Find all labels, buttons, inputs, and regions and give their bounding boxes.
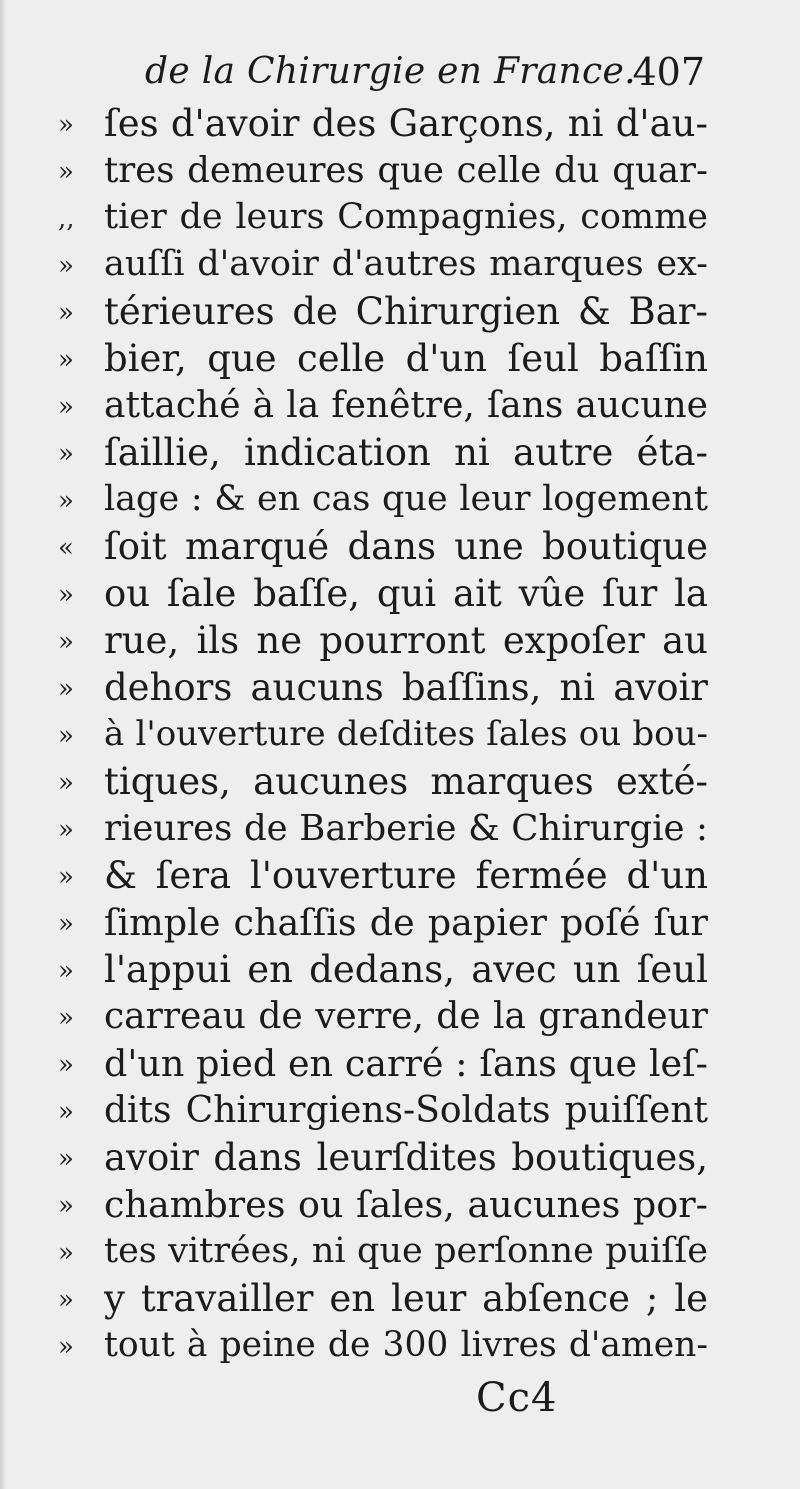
text-line bbox=[58, 993, 708, 1040]
quotation-mark: » bbox=[58, 251, 74, 281]
quotation-mark: » bbox=[58, 862, 74, 892]
quotation-mark: » bbox=[58, 1003, 74, 1033]
text-line bbox=[58, 758, 708, 805]
line-text: tes vitrées, ni que perſonne puiſſe bbox=[104, 1231, 708, 1271]
running-title: de la Chirurgie en France. bbox=[145, 51, 636, 92]
text-line bbox=[58, 946, 708, 993]
line-text: d'un pied en carré : ſans que leſ- bbox=[104, 1042, 708, 1085]
line-text: avoir dans leurſdites boutiques, bbox=[104, 1136, 708, 1179]
line-text: & ſera l'ouverture fermée d'un bbox=[104, 854, 708, 897]
quotation-mark: » bbox=[58, 627, 74, 657]
quotation-mark: » bbox=[58, 721, 74, 751]
text-line bbox=[58, 1134, 708, 1181]
line-text: à l'ouverture deſdites ſales ou bou- bbox=[104, 714, 708, 754]
line-text: dits Chirurgiens-Soldats puiſſent bbox=[104, 1090, 708, 1131]
text-line bbox=[58, 241, 708, 288]
quotation-mark: » bbox=[58, 1144, 74, 1174]
quotation-mark: » bbox=[58, 1332, 74, 1362]
text-line bbox=[58, 147, 708, 194]
quotation-mark: ,, bbox=[58, 204, 75, 234]
line-text: ſoit marqué dans une boutique bbox=[104, 525, 708, 568]
quotation-mark: » bbox=[58, 768, 74, 798]
text-line bbox=[58, 711, 708, 758]
quotation-mark: » bbox=[58, 110, 74, 140]
text-line bbox=[58, 476, 708, 523]
quotation-mark: » bbox=[58, 1050, 74, 1080]
quotation-mark: » bbox=[58, 956, 74, 986]
quotation-mark: » bbox=[58, 345, 74, 375]
text-line bbox=[58, 288, 708, 335]
text-line bbox=[58, 1087, 708, 1134]
text-line bbox=[58, 429, 708, 476]
text-line bbox=[58, 570, 708, 617]
text-line bbox=[58, 617, 708, 664]
text-line bbox=[58, 335, 708, 382]
quotation-mark: » bbox=[58, 439, 74, 469]
quotation-mark: » bbox=[58, 1238, 74, 1268]
line-text: l'appui en dedans, avec un ſeul bbox=[104, 948, 708, 991]
text-line bbox=[58, 1181, 708, 1228]
text-line bbox=[58, 1322, 708, 1369]
line-text: y travailler en leur abſence ; le bbox=[104, 1277, 708, 1320]
quotation-mark: » bbox=[58, 674, 74, 704]
line-text: chambres ou ſales, aucunes por- bbox=[104, 1183, 708, 1226]
quotation-mark: « bbox=[58, 533, 74, 563]
quotation-mark: » bbox=[58, 486, 74, 516]
quotation-mark: » bbox=[58, 580, 74, 610]
text-line bbox=[58, 1275, 708, 1322]
line-text: attaché à la fenêtre, ſans aucune bbox=[104, 385, 708, 426]
quotation-mark: » bbox=[58, 909, 74, 939]
line-text: tres demeures que celle du quar- bbox=[104, 150, 708, 191]
text-line bbox=[58, 382, 708, 429]
text-line bbox=[58, 1228, 708, 1275]
line-text: dehors aucuns baſſins, ni avoir bbox=[104, 666, 708, 709]
line-text: tier de leurs Compagnies, comme bbox=[104, 197, 708, 237]
text-line bbox=[58, 523, 708, 570]
line-text: carreau de verre, de la grandeur bbox=[104, 996, 708, 1037]
text-line bbox=[58, 899, 708, 946]
line-text: tiques, aucunes marques exté- bbox=[104, 760, 708, 803]
signature-mark: Cc4 bbox=[476, 1375, 558, 1421]
line-text: rue, ils ne pourront expoſer au bbox=[104, 619, 708, 662]
quotation-mark: » bbox=[58, 1097, 74, 1127]
quotation-mark: » bbox=[58, 815, 74, 845]
text-line bbox=[58, 1040, 708, 1087]
text-line bbox=[58, 852, 708, 899]
quotation-mark: » bbox=[58, 1285, 74, 1315]
line-text: térieures de Chirurgien & Bar- bbox=[104, 290, 708, 333]
line-text: tout à peine de 300 livres d'amen- bbox=[104, 1325, 708, 1365]
quotation-mark: » bbox=[58, 157, 74, 187]
quotation-mark: » bbox=[58, 298, 74, 328]
line-text: ſaillie, indication ni autre éta- bbox=[104, 431, 708, 474]
text-line bbox=[58, 194, 708, 241]
line-text: lage : & en cas que leur logement bbox=[104, 479, 708, 519]
line-text: ſimple chaſſis de papier poſé ſur bbox=[104, 901, 708, 944]
text-block bbox=[58, 100, 708, 1369]
quotation-mark: » bbox=[58, 392, 74, 422]
line-text: ſes d'avoir des Garçons, ni d'au- bbox=[104, 102, 708, 145]
text-line bbox=[58, 664, 708, 711]
page-number: 407 bbox=[632, 50, 705, 94]
line-text: rieures de Barberie & Chirurgie : bbox=[104, 808, 708, 849]
running-head bbox=[145, 48, 705, 96]
quotation-mark: » bbox=[58, 1191, 74, 1221]
line-text: bier, que celle d'un ſeul baſſin bbox=[104, 337, 708, 380]
line-text: auſſi d'avoir d'autres marques ex- bbox=[104, 244, 708, 284]
line-text: ou ſale baſſe, qui ait vûe ſur la bbox=[104, 572, 708, 615]
text-line bbox=[58, 805, 708, 852]
text-line bbox=[58, 100, 708, 147]
